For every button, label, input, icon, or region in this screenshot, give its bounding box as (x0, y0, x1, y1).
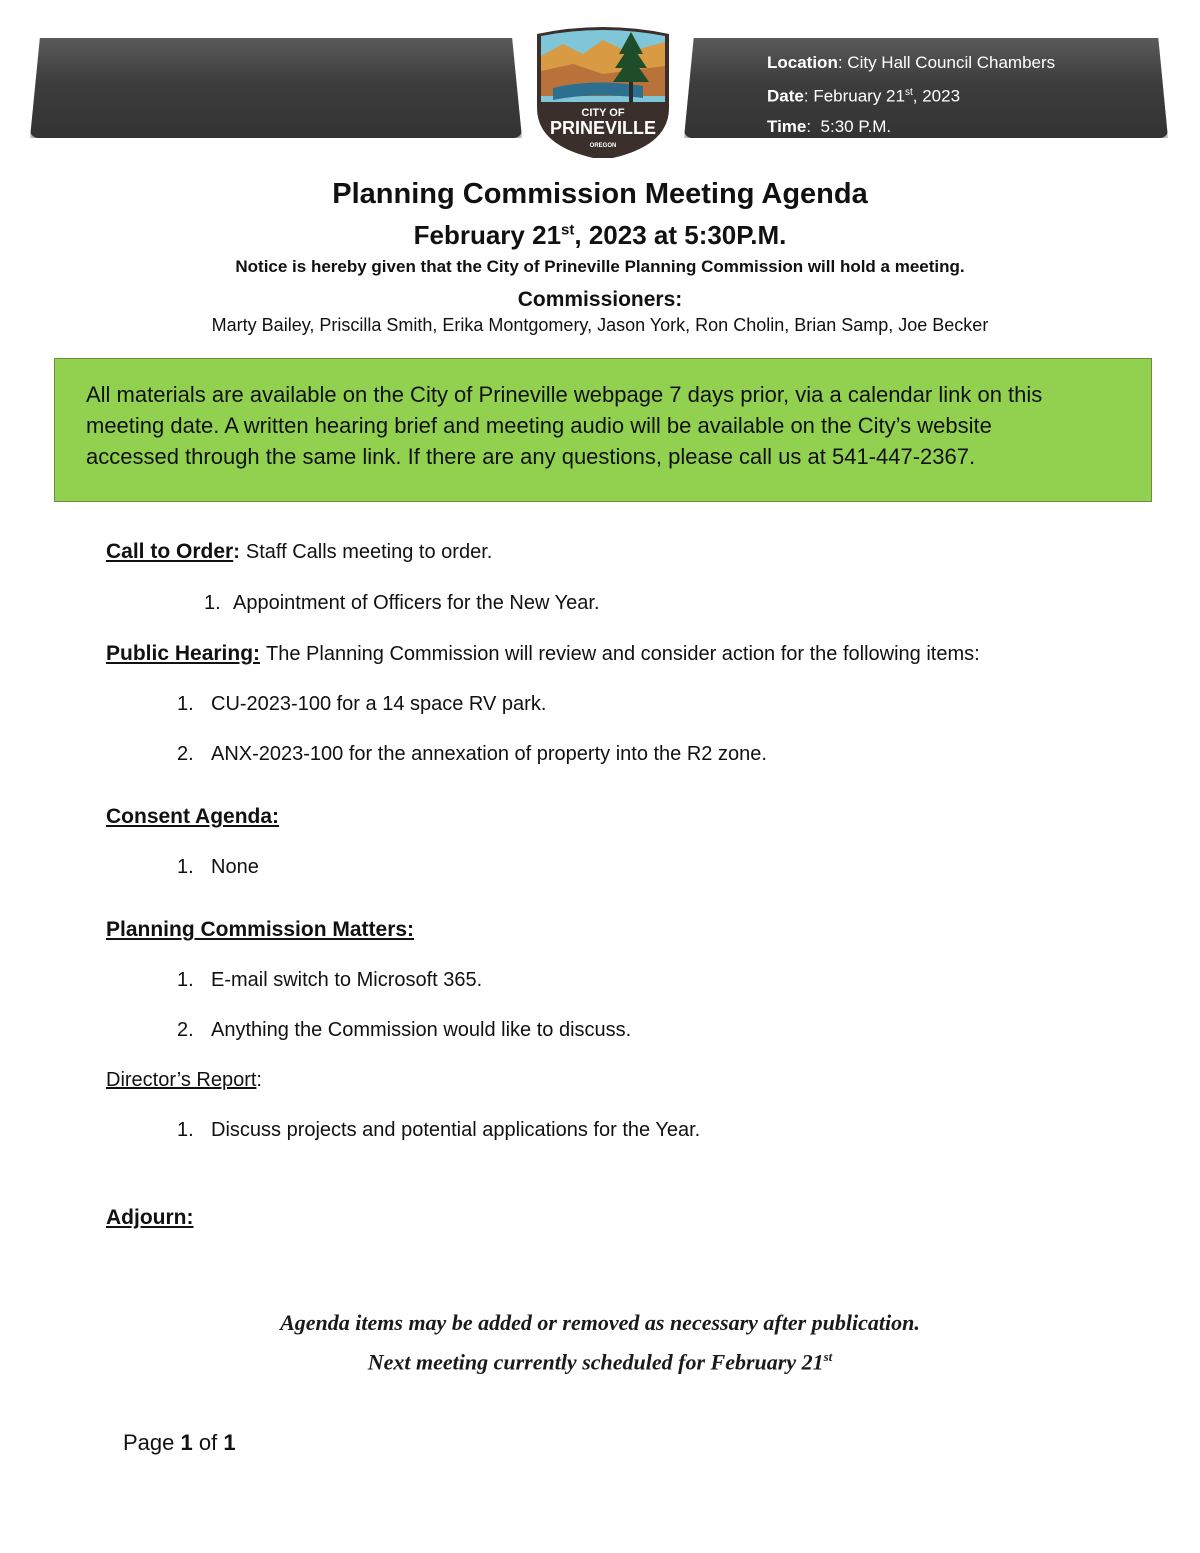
materials-info-box (54, 358, 1152, 502)
page-title: Planning Commission Meeting Agenda (332, 178, 868, 210)
date-row: Date: February 21st, 2023 (767, 86, 961, 106)
logo-line3: OREGON (589, 143, 617, 149)
page-number: Page 1 of 1 (123, 1430, 236, 1455)
list-item: 1. Discuss projects and potential applications for the Year. (177, 1119, 701, 1141)
footer-note: Agenda items may be added or removed as necessary after publication. (280, 1310, 920, 1335)
consent-agenda-heading: Consent Agenda: (106, 805, 280, 828)
meeting-date-heading: February 21st, 2023 at 5:30P.M. (413, 220, 787, 250)
time-row: Time: 5:30 P.M. (767, 116, 892, 136)
info-line: accessed through the same link. If there are any questions, please call us at 541-447-2367. (86, 444, 976, 469)
commissioners-heading: Commissioners: (517, 288, 683, 311)
call-to-order-heading: Call to Order (106, 540, 234, 563)
city-of-prineville-logo (533, 26, 673, 158)
section-adjourn (106, 1206, 193, 1230)
commissioners-list: Marty Bailey, Priscilla Smith, Erika Montgomery, Jason York, Ron Cholin, Brian Samp, Joe Becker (211, 315, 989, 335)
pc-matters-heading: Planning Commission Matters: (106, 918, 415, 941)
list-item: 2. Anything the Commission would like to discuss. (177, 1019, 632, 1041)
location-row: Location: City Hall Council Chambers (767, 53, 1056, 72)
list-item: 1. Appointment of Officers for the New Year. (204, 592, 600, 614)
section-consent-agenda (106, 805, 279, 829)
section-public-hearing (106, 642, 980, 666)
list-item: 2. ANX-2023-100 for the annexation of property into the R2 zone. (177, 743, 767, 765)
next-meeting-note: Next meeting currently scheduled for February 21st (367, 1349, 833, 1375)
list-item: 1. CU-2023-100 for a 14 space RV park. (177, 693, 547, 715)
call-to-order-text: Staff Calls meeting to order. (245, 541, 493, 563)
header-banner-left (30, 38, 522, 138)
meeting-notice: Notice is hereby given that the City of Prineville Planning Commission will hold a meeting. (235, 257, 965, 276)
public-hearing-text: The Planning Commission will review and consider action for the following items: (266, 643, 980, 665)
section-call-to-order: Call to Order: Staff Calls meeting to order. (106, 540, 493, 563)
list-item: 1. None (177, 856, 259, 878)
section-directors-report: Director’s Report: (106, 1069, 262, 1091)
adjourn-heading: Adjourn: (106, 1206, 194, 1229)
logo-line1: CITY OF (581, 107, 625, 119)
list-item: 1. E-mail switch to Microsoft 365. (177, 969, 483, 991)
directors-report-heading: Director’s Report (106, 1069, 257, 1091)
meeting-info (767, 48, 1055, 142)
info-line: meeting date. A written hearing brief and meeting audio will be available on the City’s website (86, 413, 992, 438)
logo-line2: PRINEVILLE (549, 118, 657, 138)
info-line: All materials are available on the City of Prineville webpage 7 days prior, via a calendar link on this (86, 382, 1043, 407)
public-hearing-heading: Public Hearing: (106, 642, 261, 665)
section-pc-matters (106, 918, 414, 942)
